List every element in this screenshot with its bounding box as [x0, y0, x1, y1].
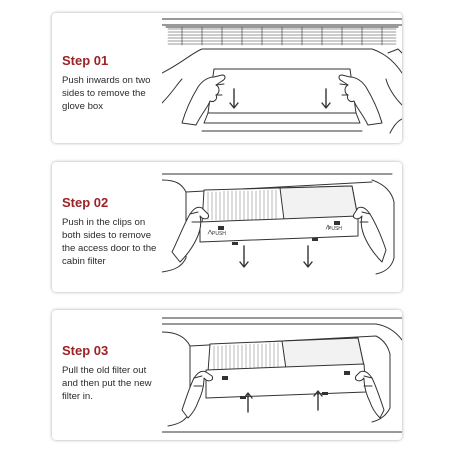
- step-03-panel: [52, 310, 402, 440]
- step-02-title: Step 02: [62, 195, 109, 210]
- step-01-panel: [52, 13, 402, 143]
- step-02-description: Push in the clips on both sides to remove the access door to the cabin filter: [62, 217, 157, 267]
- clip-label-right: PUSH: [328, 226, 342, 232]
- step-01-description: Push inwards on two sides to remove the glove box: [62, 75, 151, 112]
- step-03-text: [62, 310, 162, 440]
- step-03-title: Step 03: [62, 343, 109, 358]
- step-02-illustration: [162, 162, 402, 292]
- step-03-illustration: [162, 310, 402, 440]
- step-01-text: [62, 13, 162, 143]
- step-02-panel: [52, 162, 402, 292]
- step-01-illustration: [162, 13, 402, 143]
- clip-label-left: PUSH: [212, 231, 226, 237]
- step-03-description: Pull the old filter out and then put the new filter in.: [62, 365, 152, 402]
- step-01-title: Step 01: [62, 53, 109, 68]
- step-02-text: [62, 162, 162, 292]
